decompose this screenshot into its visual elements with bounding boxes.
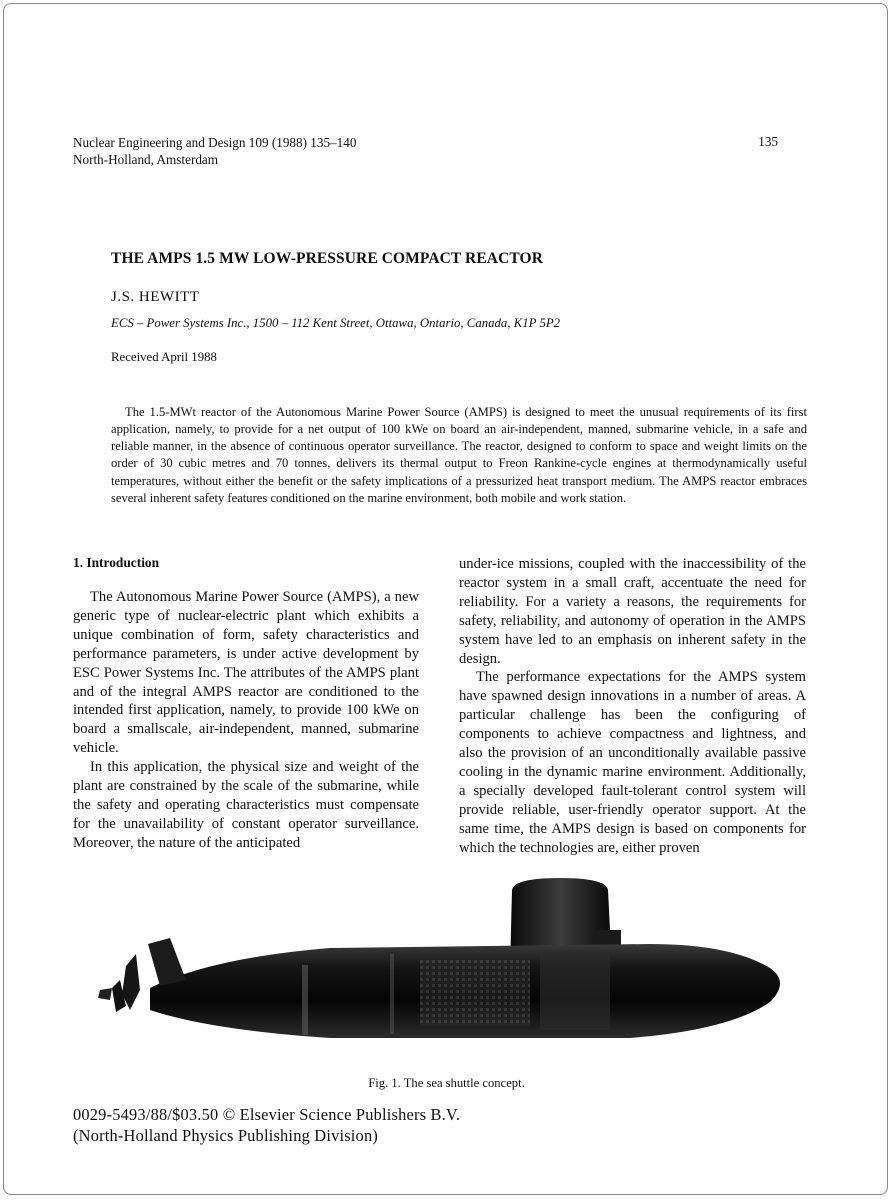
propeller: [98, 954, 140, 1012]
section-heading: 1. Introduction: [73, 555, 160, 570]
copyright-footer: [73, 1104, 460, 1146]
right-column: [459, 555, 806, 858]
left-column: [73, 588, 419, 853]
page-number: 135: [758, 134, 778, 149]
paragraph: In this application, the physical size and weight of the plant are constrained by the scale of the submarine, while the safety and operating characteristics must compensate for the unavailability of constant operator surveillance. Moreover, the nature of the anticipated: [73, 759, 419, 851]
received-date: Received April 1988: [111, 350, 217, 364]
tail-fin: [148, 938, 186, 986]
publisher-location: North-Holland, Amsterdam: [73, 152, 219, 167]
submarine-hull: [150, 944, 780, 1038]
submarine-figure: [90, 870, 810, 1070]
paragraph: The performance expectations for the AMPS system have spawned design innovations in a number of areas. A particular challenge has been the configuring of components to achieve compactness and lightness, and also the provision of an unconditionally available passive cooling in the dynamic marine environment. Additionally, a specially developed fault-tolerant control system will provide reliable, user-friendly operator support. At the same time, the AMPS design is based on components for which the technologies are, either proven: [459, 669, 806, 856]
journal-citation: Nuclear Engineering and Design 109 (1988) 135–140: [73, 135, 357, 150]
author-name: J.S. HEWITT: [111, 289, 200, 305]
abstract: The 1.5-MWt reactor of the Autonomous Marine Power Source (AMPS) is designed to meet the unusual requirements of its first application, namely, to provide for a net output of 100 kWe on board an air-independent, manned, submarine vehicle, in a safe and reliable manner, in the absence of continuous operator surveillance. The reactor, designed to conform to space and weight limits on the order of 30 cubic metres and 70 tonnes, delivers its thermal output to Freon Rankine-cycle engines at thermodynamically useful temperatures, without either the benefit or the safety implications of a pressurized heat transport medium. The AMPS reactor embraces several inherent safety features conditioned on the marine environment, both mobile and work station.: [111, 405, 807, 505]
journal-info: [73, 134, 356, 168]
issn-copyright: 0029-5493/88/$03.50 © Elsevier Science Publishers B.V.: [73, 1105, 461, 1124]
author-affiliation: ECS – Power Systems Inc., 1500 – 112 Kent Street, Ottawa, Ontario, Canada, K1P 5P2: [111, 316, 561, 330]
publisher-division: (North-Holland Physics Publishing Division): [73, 1126, 378, 1145]
paragraph: under-ice missions, coupled with the inaccessibility of the reactor system in a small craft, accentuate the need for reliability. For a variety a reasons, the requirements for safety, reliability, and autonomy of operation in the AMPS system have led to an emphasis on inherent safety in the design.: [459, 556, 806, 667]
paragraph: The Autonomous Marine Power Source (AMPS), a new generic type of nuclear-electric plant which exhibits a unique combination of form, safety characteristics and performance parameters, is under active development by ESC Power Systems Inc. The attributes of the AMPS plant and of the integral AMPS reactor are conditioned to the intended first application, namely, to provide 100 kWe on board a smallscale, air-independent, manned, submarine vehicle.: [73, 589, 419, 757]
article-title: THE AMPS 1.5 MW LOW-PRESSURE COMPACT REACTOR: [111, 250, 543, 267]
figure-caption: Fig. 1. The sea shuttle concept.: [368, 1076, 525, 1090]
